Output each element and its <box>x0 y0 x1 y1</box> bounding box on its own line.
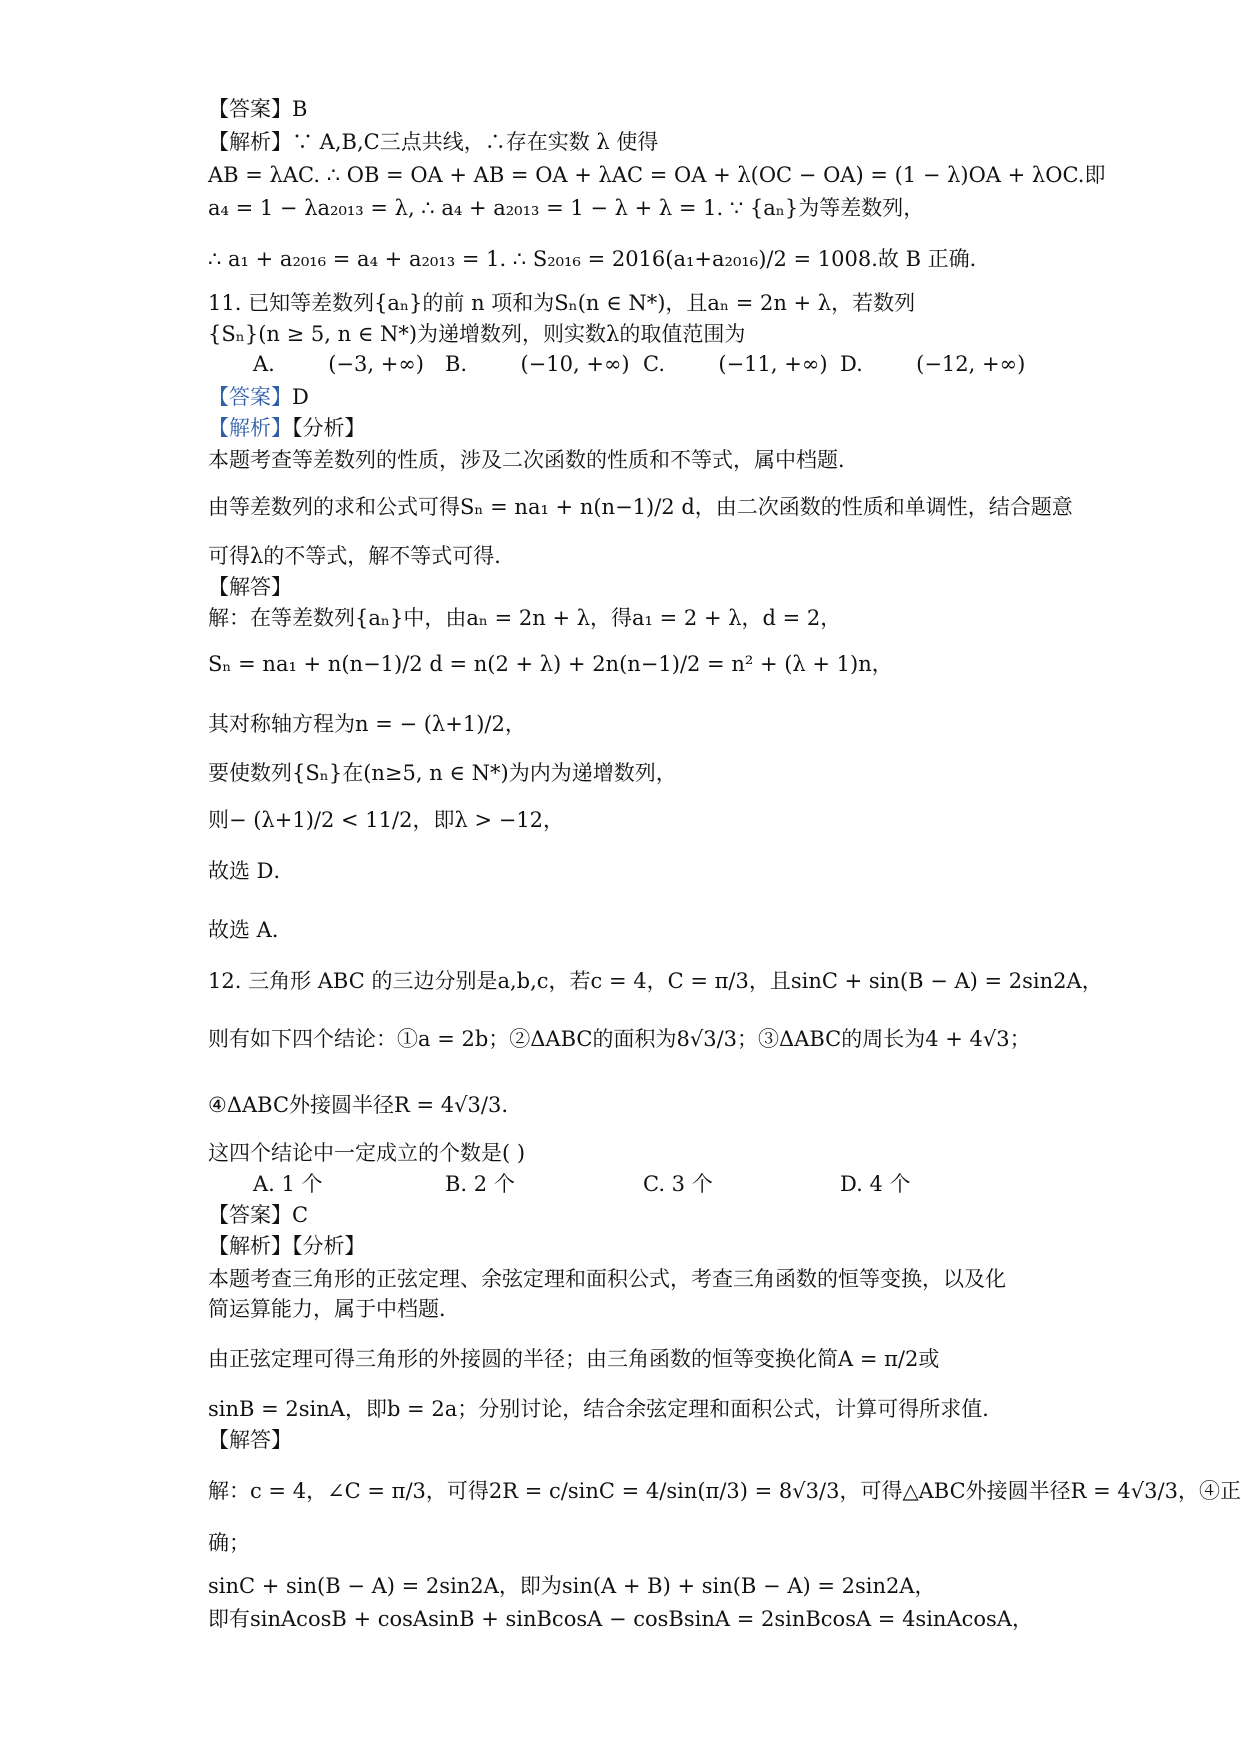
text-line: 要使数列{Sₙ}在(n≥5, n ∈ N*)为内为递增数列， <box>208 761 677 785</box>
text-line: 12. 三角形 ABC 的三边分别是a,b,c，若c = 4，C = π/3，且sinC + sin(B − A) = 2sin2A， <box>208 969 1103 993</box>
text-line: sinB = 2sinA，即b = 2a；分别讨论，结合余弦定理和面积公式，计算可得所求值． <box>208 1397 1004 1421</box>
text-line: 【解答】 <box>208 1428 292 1452</box>
option-label: A. <box>253 352 275 376</box>
option-label: D. 4 个 <box>840 1172 911 1196</box>
option-label: B. <box>445 352 468 376</box>
q12-option-a <box>253 1171 323 1197</box>
section-marker: 【答案】 <box>208 385 292 409</box>
q11-option-c <box>643 351 828 377</box>
text-line: 可得λ的不等式，解不等式可得． <box>208 544 516 568</box>
text-line: {Sₙ}(n ≥ 5, n ∈ N*)为递增数列，则实数λ的取值范围为 <box>208 322 746 346</box>
line-rest: D <box>292 385 309 409</box>
q11-option-d <box>840 351 1025 377</box>
text-line: ∴ a₁ + a₂₀₁₆ = a₄ + a₂₀₁₃ = 1. ∴ S₂₀₁₆ = 2016(a₁+a₂₀₁₆)/2 = 1008.故 B 正确． <box>208 247 991 271</box>
text-line: 解：c = 4，∠C = π/3，可得2R = c/sinC = 4/sin(π/3) = 8√3/3，可得△ABC外接圆半径R = 4√3/3，④正 <box>208 1479 1241 1503</box>
text-line: 确； <box>208 1531 250 1555</box>
text-line: 即有sinAcosB + cosAsinB + sinBcosA − cosBsinA = 2sinBcosA = 4sinAcosA， <box>208 1607 1033 1631</box>
line-rest: 【分析】 <box>292 416 366 440</box>
option-label: A. 1 个 <box>253 1172 323 1196</box>
text-line: 由等差数列的求和公式可得Sₙ = na₁ + n(n−1)/2 d，由二次函数的性质和单调性，结合题意 <box>208 495 1073 519</box>
text-line: ④ΔABC外接圆半径R = 4√3/3. <box>208 1093 509 1117</box>
option-label: B. 2 个 <box>445 1172 515 1196</box>
text-line: 【解答】 <box>208 575 292 599</box>
text-line: Sₙ = na₁ + n(n−1)/2 d = n(2 + λ) + 2n(n−1)/2 = n² + (λ + 1)n， <box>208 652 893 676</box>
text-line: 由正弦定理可得三角形的外接圆的半径；由三角函数的恒等变换化简A = π/2或 <box>208 1347 940 1371</box>
q12-option-b <box>445 1171 515 1197</box>
text-line: 这四个结论中一定成立的个数是( ) <box>208 1141 526 1165</box>
text-line: AB = λAC. ∴ OB = OA + AB = OA + λAC = OA + λ(OC − OA) = (1 − λ)OA + λOC.即 <box>208 163 1106 187</box>
option-value: (−11, +∞) <box>718 352 828 376</box>
option-label: C. 3 个 <box>643 1172 713 1196</box>
text-line: 【解析】∵ A,B,C三点共线，∴存在实数 λ 使得 <box>208 130 659 154</box>
text-line: 故选 A． <box>208 918 293 942</box>
q12-option-c <box>643 1171 713 1197</box>
q12-option-d <box>840 1171 910 1197</box>
text-line: 解：在等差数列{aₙ}中，由aₙ = 2n + λ，得a₁ = 2 + λ，d = 2， <box>208 606 842 630</box>
text-line: 【解析】【分析】 <box>208 1234 366 1258</box>
text-line: 其对称轴方程为n = − (λ+1)/2， <box>208 712 526 736</box>
text-line: 简运算能力，属于中档题． <box>208 1297 460 1321</box>
text-line <box>208 384 309 410</box>
text-line: 则− (λ+1)/2 < 11/2，即λ > −12， <box>208 808 565 832</box>
text-line: sinC + sin(B − A) = 2sin2A，即为sin(A + B) + sin(B − A) = 2sin2A， <box>208 1574 936 1598</box>
option-value: (−3, +∞) <box>328 352 425 376</box>
text-line: 故选 D． <box>208 859 295 883</box>
option-label: D. <box>840 352 863 376</box>
text-line: 则有如下四个结论：①a = 2b；②ΔABC的面积为8√3/3；③ΔABC的周长为4 + 4√3； <box>208 1027 1031 1051</box>
text-line: a₄ = 1 − λa₂₀₁₃ = λ, ∴ a₄ + a₂₀₁₃ = 1 − λ + λ = 1. ∵ {aₙ}为等差数列， <box>208 196 925 220</box>
section-marker: 【解析】 <box>208 416 292 440</box>
option-value: (−12, +∞) <box>916 352 1026 376</box>
text-line: 11. 已知等差数列{aₙ}的前 n 项和为Sₙ(n ∈ N*)，且aₙ = 2n + λ，若数列 <box>208 291 916 315</box>
text-line: 【答案】C <box>208 1203 309 1227</box>
text-line: 本题考查三角形的正弦定理、余弦定理和面积公式，考查三角函数的恒等变换，以及化 <box>208 1267 1006 1291</box>
q11-option-b <box>445 351 630 377</box>
option-label: C. <box>643 352 665 376</box>
q11-option-a <box>253 351 424 377</box>
text-line <box>208 415 366 441</box>
option-value: (−10, +∞) <box>520 352 630 376</box>
text-line: 本题考查等差数列的性质，涉及二次函数的性质和不等式，属中档题． <box>208 448 859 472</box>
text-line: 【答案】B <box>208 97 308 121</box>
